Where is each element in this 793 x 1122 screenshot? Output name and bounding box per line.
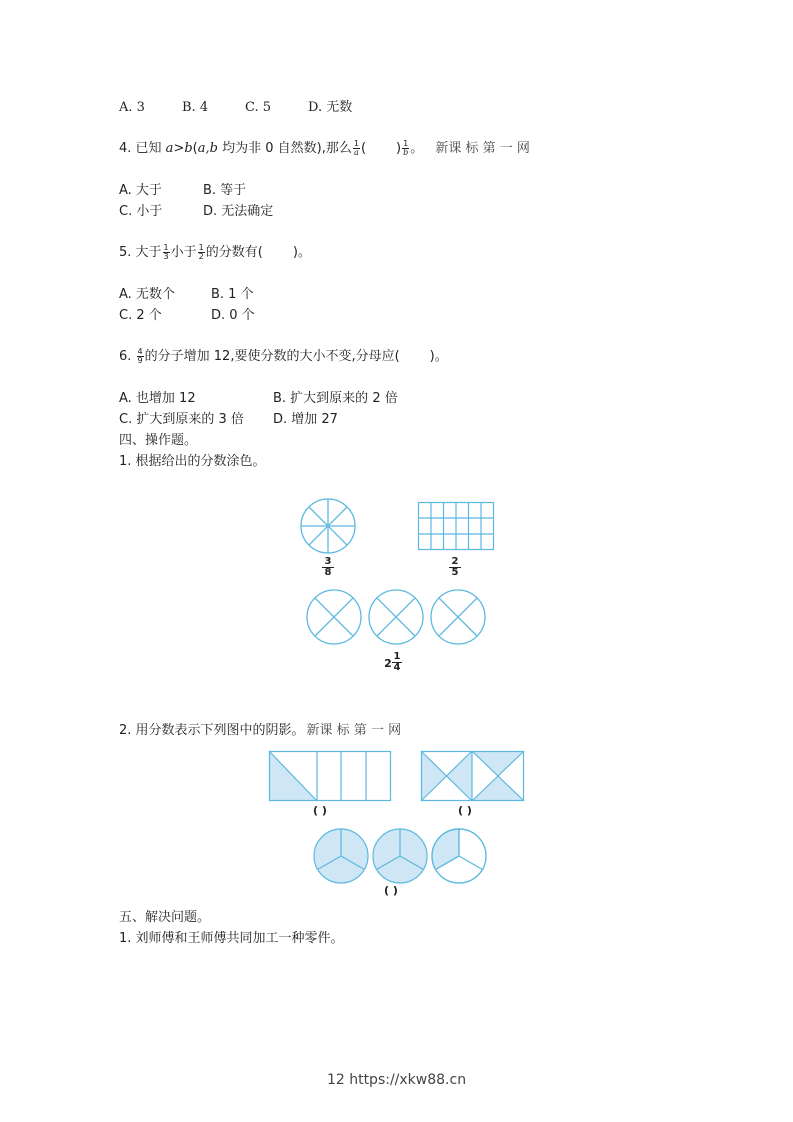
question-5 [119,244,311,261]
mixed-number-fraction: $\frac{1}{4}$ [393,651,401,673]
operation-2-label: 2. 用分数表示下列图中的阴影。 [119,723,305,738]
operation-2-text [119,723,401,739]
q6-suffix: 的分子增加 12,要使分数的大小不变,分母应( [144,349,400,364]
q4-prefix: 4. 已知 [119,141,166,156]
problem-1-text: 1. 刘师傅和王师傅共同加工一种零件。 [119,931,344,946]
q4-paren-close: ) [396,141,402,156]
q6-end: )。 [429,349,448,364]
mixed-number-whole: 2 [384,657,392,670]
q5-prefix: 5. 大于 [119,245,162,260]
rect-triangle-figure [269,751,391,801]
fraction-label-2-5: $\frac{2}{5}$ [449,557,461,578]
question-6 [119,348,448,365]
section-title-5: 五、解决问题。 [119,910,211,925]
page-footer: 12 https://xkw88.cn [326,1072,467,1088]
q5-end: )。 [292,245,311,260]
q5-fraction-2: $\frac{1}{2}$ [198,243,204,261]
grid-figure [418,502,494,550]
option-c: C. 5 [245,100,272,115]
q6-fraction: $\frac{4}{9}$ [137,347,143,365]
q6-option-b: B. 扩大到原来的 2 倍 [273,391,398,406]
q4-paren-open: ( [360,141,367,156]
q5-option-a: A. 无数个 [119,287,175,302]
q4-gt: > [173,141,185,156]
q4-var-a: a [165,141,174,156]
q4-option-a: A. 大于 [119,183,162,198]
q5-suffix: 的分数有( [205,245,263,260]
rect-x-figure [421,751,524,801]
third-circles-figure [313,828,487,884]
watermark-2: 新课 标 第 一 网 [306,723,402,738]
option-b: B. 4 [182,100,209,115]
q5-option-c: C. 2 个 [119,308,162,323]
watermark: 新课 标 第 一 网 [435,141,530,156]
q5-option-b: B. 1 个 [211,287,254,302]
option-d: D. 无数 [308,100,353,115]
answer-blank-1: ( ) [313,804,327,817]
q4-end: 。 [410,141,424,156]
fraction-label-3-8: $\frac{3}{8}$ [322,557,334,578]
q4-option-b: B. 等于 [203,183,247,198]
q4-ab: a,b [197,141,218,156]
answer-blank-3: ( ) [384,884,398,897]
question-4 [119,140,530,157]
q4-fraction-2: $\frac{1}{b}$ [403,139,409,157]
operation-1-text: 1. 根据给出的分数涂色。 [119,454,266,469]
q4-var-b: b [184,141,193,156]
q5-fraction-1: $\frac{1}{3}$ [163,243,169,261]
q4-fraction-1: $\frac{1}{a}$ [353,139,359,157]
q5-mid: 小于 [170,245,197,260]
section-title-4: 四、操作题。 [119,433,198,448]
q6-option-a: A. 也增加 12 [119,391,196,406]
q5-option-d: D. 0 个 [211,308,255,323]
q4-after: 均为非 0 自然数),那么 [217,141,352,156]
q4-mid: ( [192,141,198,156]
quarter-circles-figure [306,589,486,645]
circle-eighths-figure [300,498,356,554]
q4-option-c: C. 小于 [119,204,163,219]
answer-blank-2: ( ) [458,804,472,817]
q6-option-c: C. 扩大到原来的 3 倍 [119,412,244,427]
q6-prefix: 6. [119,349,136,364]
q6-option-d: D. 增加 27 [273,412,338,427]
q4-option-d: D. 无法确定 [203,204,274,219]
option-a: A. 3 [119,100,145,115]
